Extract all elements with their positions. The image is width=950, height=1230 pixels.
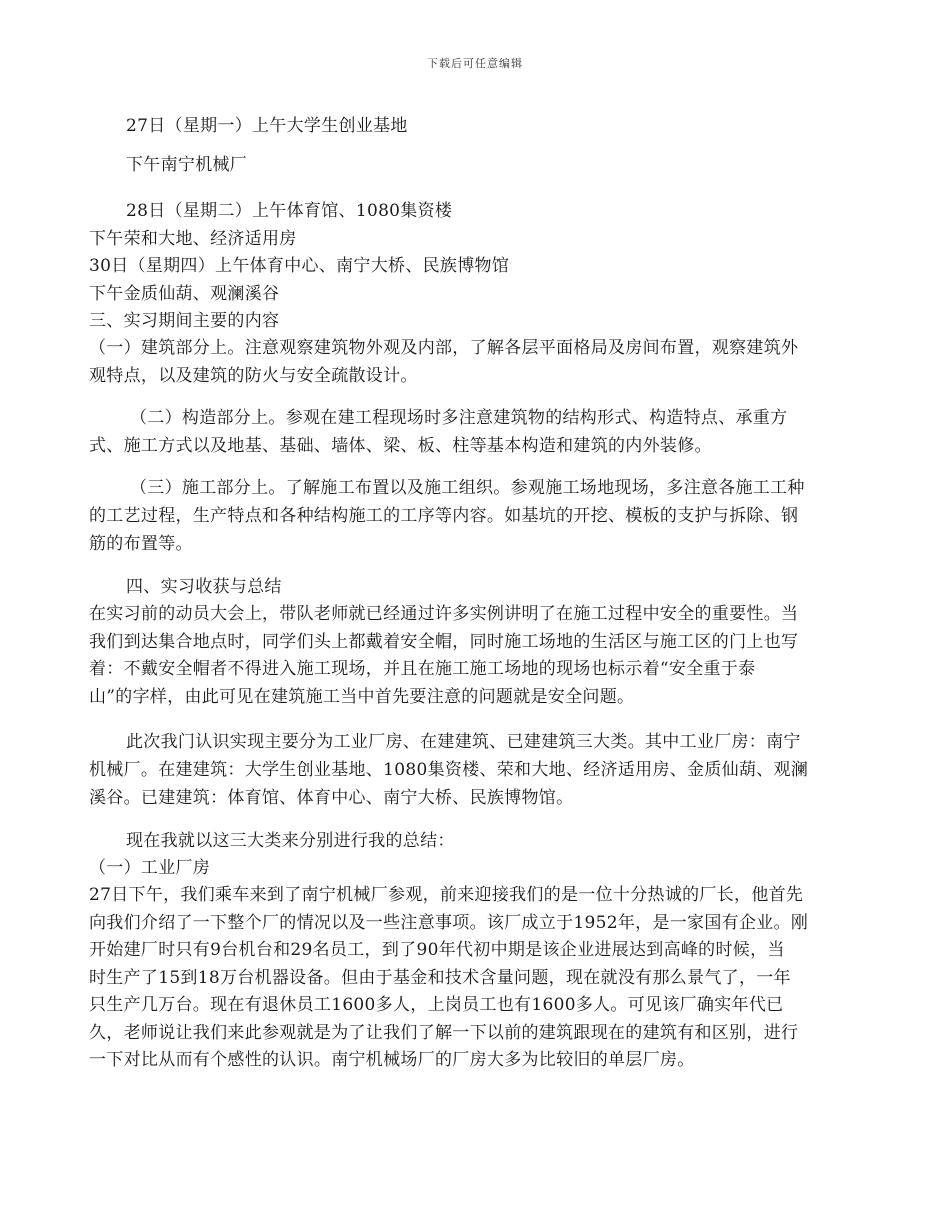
text-line: 山”的字样，由此可见在建筑施工当中首先要注意的问题就是安全问题。 <box>89 687 635 707</box>
text-line: 28日（星期二）上午体育馆、1080集资楼 <box>126 201 453 221</box>
text-line: 27日（星期一）上午大学生创业基地 <box>126 116 408 136</box>
text-line: 此次我门认识实现主要分为工业厂房、在建建筑、已建建筑三大类。其中工业厂房：南宁 <box>126 732 801 752</box>
text-line: 下午荣和大地、经济适用房 <box>89 229 297 249</box>
page-header: 下载后可任意编辑 <box>427 57 523 70</box>
text-line: （三）施工部分上。了解施工布置以及施工组织。参观施工场地现场，多注意各施工工种 <box>130 478 805 498</box>
text-line: 开始建厂时只有9台机台和29名员工，到了90年代初中期是该企业进展达到高峰的时候，当 <box>89 940 785 960</box>
text-line: 筋的布置等。 <box>89 534 193 554</box>
text-line: 只生产几万台。现在有退休员工1600多人，上岗员工也有1600多人。可见该厂确实年代已 <box>89 995 784 1015</box>
section-heading: （一）工业厂房 <box>89 858 211 878</box>
section-heading: 四、实习收获与总结 <box>126 577 282 597</box>
text-line: 我们到达集合地点时，同学们头上都戴着安全帽，同时施工场地的生活区与施工区的门上也写 <box>89 632 799 652</box>
text-line: 下午金质仙葫、观澜溪谷 <box>89 284 280 304</box>
text-line: 在实习前的动员大会上，带队老师就已经通过许多实例讲明了在施工过程中安全的重要性。当 <box>89 604 799 624</box>
text-line: 30日（星期四）上午体育中心、南宁大桥、民族博物馆 <box>89 256 510 276</box>
text-line: 式、施工方式以及地基、基础、墙体、梁、板、柱等基本构造和建筑的内外装修。 <box>89 436 712 456</box>
text-line: 的工艺过程，生产特点和各种结构施工的工序等内容。如基坑的开挖、模板的支护与拆除、钢 <box>89 506 799 526</box>
text-line: 溪谷。已建建筑：体育馆、体育中心、南宁大桥、民族博物馆。 <box>89 788 574 808</box>
text-line: 着：不戴安全帽者不得进入施工现场，并且在施工施工场地的现场也标示着“安全重于泰 <box>89 659 756 679</box>
text-line: 现在我就以这三大类来分别进行我的总结： <box>126 831 455 851</box>
text-line: （二）构造部分上。参观在建工程现场时多注意建筑物的结构形式、构造特点、承重方 <box>130 408 788 428</box>
text-line: 时生产了15到18万台机器设备。但由于基金和技术含量问题，现在就没有那么景气了，一年 <box>89 968 791 988</box>
text-line: 向我们介绍了一下整个厂的情况以及一些注意事项。该厂成立于1952年，是一家国有企业。刚 <box>89 913 809 933</box>
text-line: 下午南宁机械厂 <box>126 155 248 175</box>
text-line: 久，老师说让我们来此参观就是为了让我们了解一下以前的建筑跟现在的建筑有和区别，进行 <box>89 1023 799 1043</box>
text-line: 一下对比从而有个感性的认识。南宁机械场厂的厂房大多为比较旧的单层厂房。 <box>89 1050 695 1070</box>
text-line: 27日下午，我们乘车来到了南宁机械厂参观，前来迎接我们的是一位十分热诚的厂长，他首先 <box>89 885 804 905</box>
text-line: （一）建筑部分上。注意观察建筑物外观及内部，了解各层平面格局及房间布置，观察建筑外 <box>89 338 799 358</box>
text-line: 机械厂。在建建筑：大学生创业基地、1080集资楼、荣和大地、经济适用房、金质仙葫、观澜 <box>89 760 809 780</box>
text-line: 观特点，以及建筑的防火与安全疏散设计。 <box>89 366 418 386</box>
section-heading: 三、实习期间主要的内容 <box>89 311 280 331</box>
